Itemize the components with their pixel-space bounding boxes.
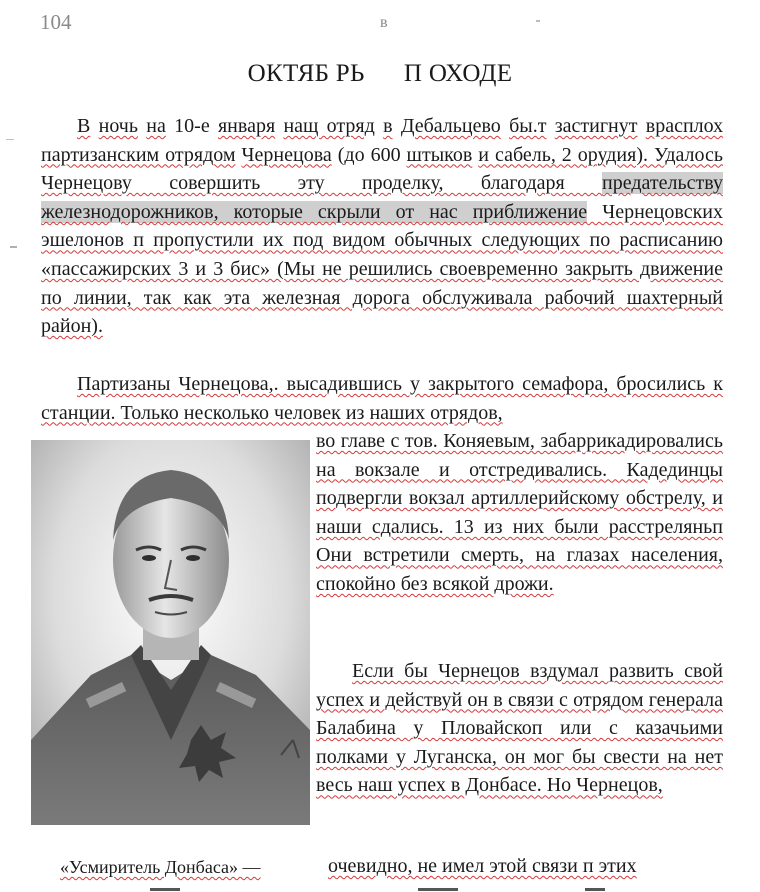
header-letter: в — [380, 14, 388, 31]
scan-speck — [536, 20, 540, 22]
margin-mark — [6, 139, 14, 140]
cut-off-line — [150, 882, 180, 892]
figure-caption: «Усмиритель Донбаса» — — [60, 857, 261, 877]
cut-off-line — [585, 882, 605, 892]
portrait-image — [31, 440, 310, 825]
cut-off-line — [418, 882, 458, 892]
margin-mark — [10, 246, 17, 248]
highlighted-text: предательству железнодорожников, которые скрыли от нас приближение — [41, 172, 723, 223]
paragraph-1: В ночь на 10-е января нащ отряд в Дебальцево бы.т застигнут врасплох партизанским отрядом Чернецова (до 600 штыков и сабель, 2 орудия). Удалось Чернецову совершить эту проделку, благодаря предательству железнодорожников, которые скрыли от нас приближение Чернецовских эшелонов п пропустили их под видом обычных следующих по расписанию «пассажирских 3 и 3 бис» (Мы не решились своевременно закрыть движение по линии, так как эта железная дорога обслуживала рабочий шахтерный район). — [41, 115, 724, 338]
continuation-line: очевидно, не имел этой связи п этих — [328, 855, 637, 877]
chapter-title: ОКТЯБ РЬ П ОХОДЕ — [247, 60, 513, 87]
paragraph-2: Партизаны Чернецова,. высадившись у закрытого семафора, бросились к станции. Только несколько человек из наших отрядов, — [41, 373, 723, 424]
paragraph-3: во главе с тов. Коняевым, забаррикадировались на вокзале и отстредивались. Кадединцы подвергли вокзал артиллерийскому обстрелу, и наши сдались. 13 из них были расстреляньп Они встретили смерть, на глазах населения, спокойно без всякой дрожи. — [316, 430, 723, 595]
page-number: 104 — [40, 10, 72, 34]
paragraph-4: Если бы Чернецов вздумал развить свой успех и действуй он в связи с отрядом генерала Балабина у Пловайскоп или с казачьими полками у Луганска, он мог бы свести на нет весь наш успех в Донбасе. Но Чернецов, — [316, 660, 723, 797]
